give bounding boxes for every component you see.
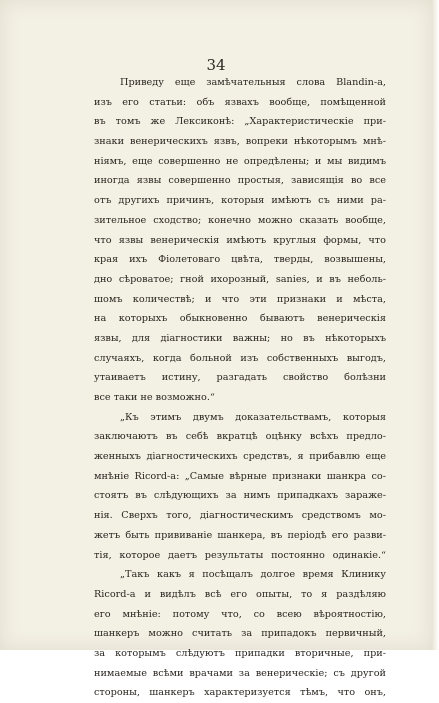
- text-line: шанкеръ можно считать за припадокъ первичный,: [94, 628, 386, 640]
- text-line: ніямъ, еще совершенно не опредѣлены; и мы видимъ: [94, 155, 386, 167]
- text-line: тія, которое даетъ результаты постоянно одинакіе.“: [94, 549, 386, 561]
- text-line: „Къ этимъ двумъ доказательствамъ, которыя: [120, 411, 386, 423]
- body-text: [94, 73, 386, 703]
- text-line: Приведу еще замѣчательныя слова Blandin-a,: [120, 77, 386, 88]
- page-number: 34: [206, 56, 226, 74]
- text-line: заключаютъ въ себѣ вкратцѣ оцѣнку всѣхъ предло-: [94, 431, 386, 443]
- text-line: края ихъ Фіолетоваго цвѣта, тверды, возвышены,: [94, 254, 386, 266]
- text-line: стоятъ въ слѣдующихъ за нимъ припадкахъ зараже-: [94, 490, 386, 502]
- text-line: зительное сходство; конечно можно сказать вообще,: [94, 214, 386, 226]
- text-line: иногда язвы совершенно простыя, зависящія во все: [94, 175, 386, 187]
- text-line: „Такъ какъ я посѣщалъ долгое время Клинику: [120, 569, 386, 581]
- text-line: за которымъ слѣдуютъ припадки вторичные, при-: [94, 647, 386, 659]
- text-line: отъ другихъ причинъ, которыя имѣютъ съ ними ра-: [94, 195, 386, 207]
- text-line: нимаемые всѣми врачами за венерическіе; съ другой: [94, 667, 386, 679]
- text-line: стороны, шанкеръ характеризуется тѣмъ, что онъ,: [94, 687, 386, 699]
- text-line: случаяхъ, когда больной изъ собственныхъ выгодъ,: [94, 352, 386, 364]
- text-line: что язвы венерическія имѣютъ круглыя формы, что: [94, 234, 386, 246]
- text-line: женныхъ діагностическихъ средствъ, я прибавлю еще: [94, 451, 386, 463]
- text-line: Ricord-a и видѣлъ всѣ его опыты, то я раздѣляю: [94, 588, 386, 600]
- text-line: знаки венерическихъ язвъ, вопреки нѣкоторымъ мнѣ-: [94, 136, 386, 148]
- text-line: въ томъ же Лексиконѣ: „Характеристическіе при-: [94, 116, 386, 128]
- text-line: все таки не возможно.“: [94, 392, 215, 403]
- text-line: мнѣніе Ricord-a: „Самые вѣрные признаки шанкра со-: [94, 470, 386, 482]
- text-line: его мнѣніе: потому что, со всею вѣроятностію,: [94, 608, 386, 620]
- text-line: язвы, для діагностики важны; но въ нѣкоторыхъ: [94, 332, 386, 344]
- text-line: нія. Сверхъ того, діагностическимъ средствомъ мо-: [94, 510, 386, 522]
- page-edge: [432, 0, 439, 650]
- text-line: утаиваетъ истину, разгадать свойство болѣзни: [94, 372, 386, 384]
- text-line: шомъ количествѣ; и что эти признаки и мѣста,: [94, 293, 386, 305]
- text-line: изъ его статьи: объ язвахъ вообще, помѣщенной: [94, 96, 386, 108]
- text-line: дно сѣроватое; гной ихорозный, sanies, и въ неболь-: [94, 273, 386, 285]
- text-line: жетъ быть прививаніе шанкера, въ періодѣ его разви-: [94, 529, 386, 541]
- text-line: на которыхъ обыкновенно бываютъ венерическія: [94, 313, 386, 325]
